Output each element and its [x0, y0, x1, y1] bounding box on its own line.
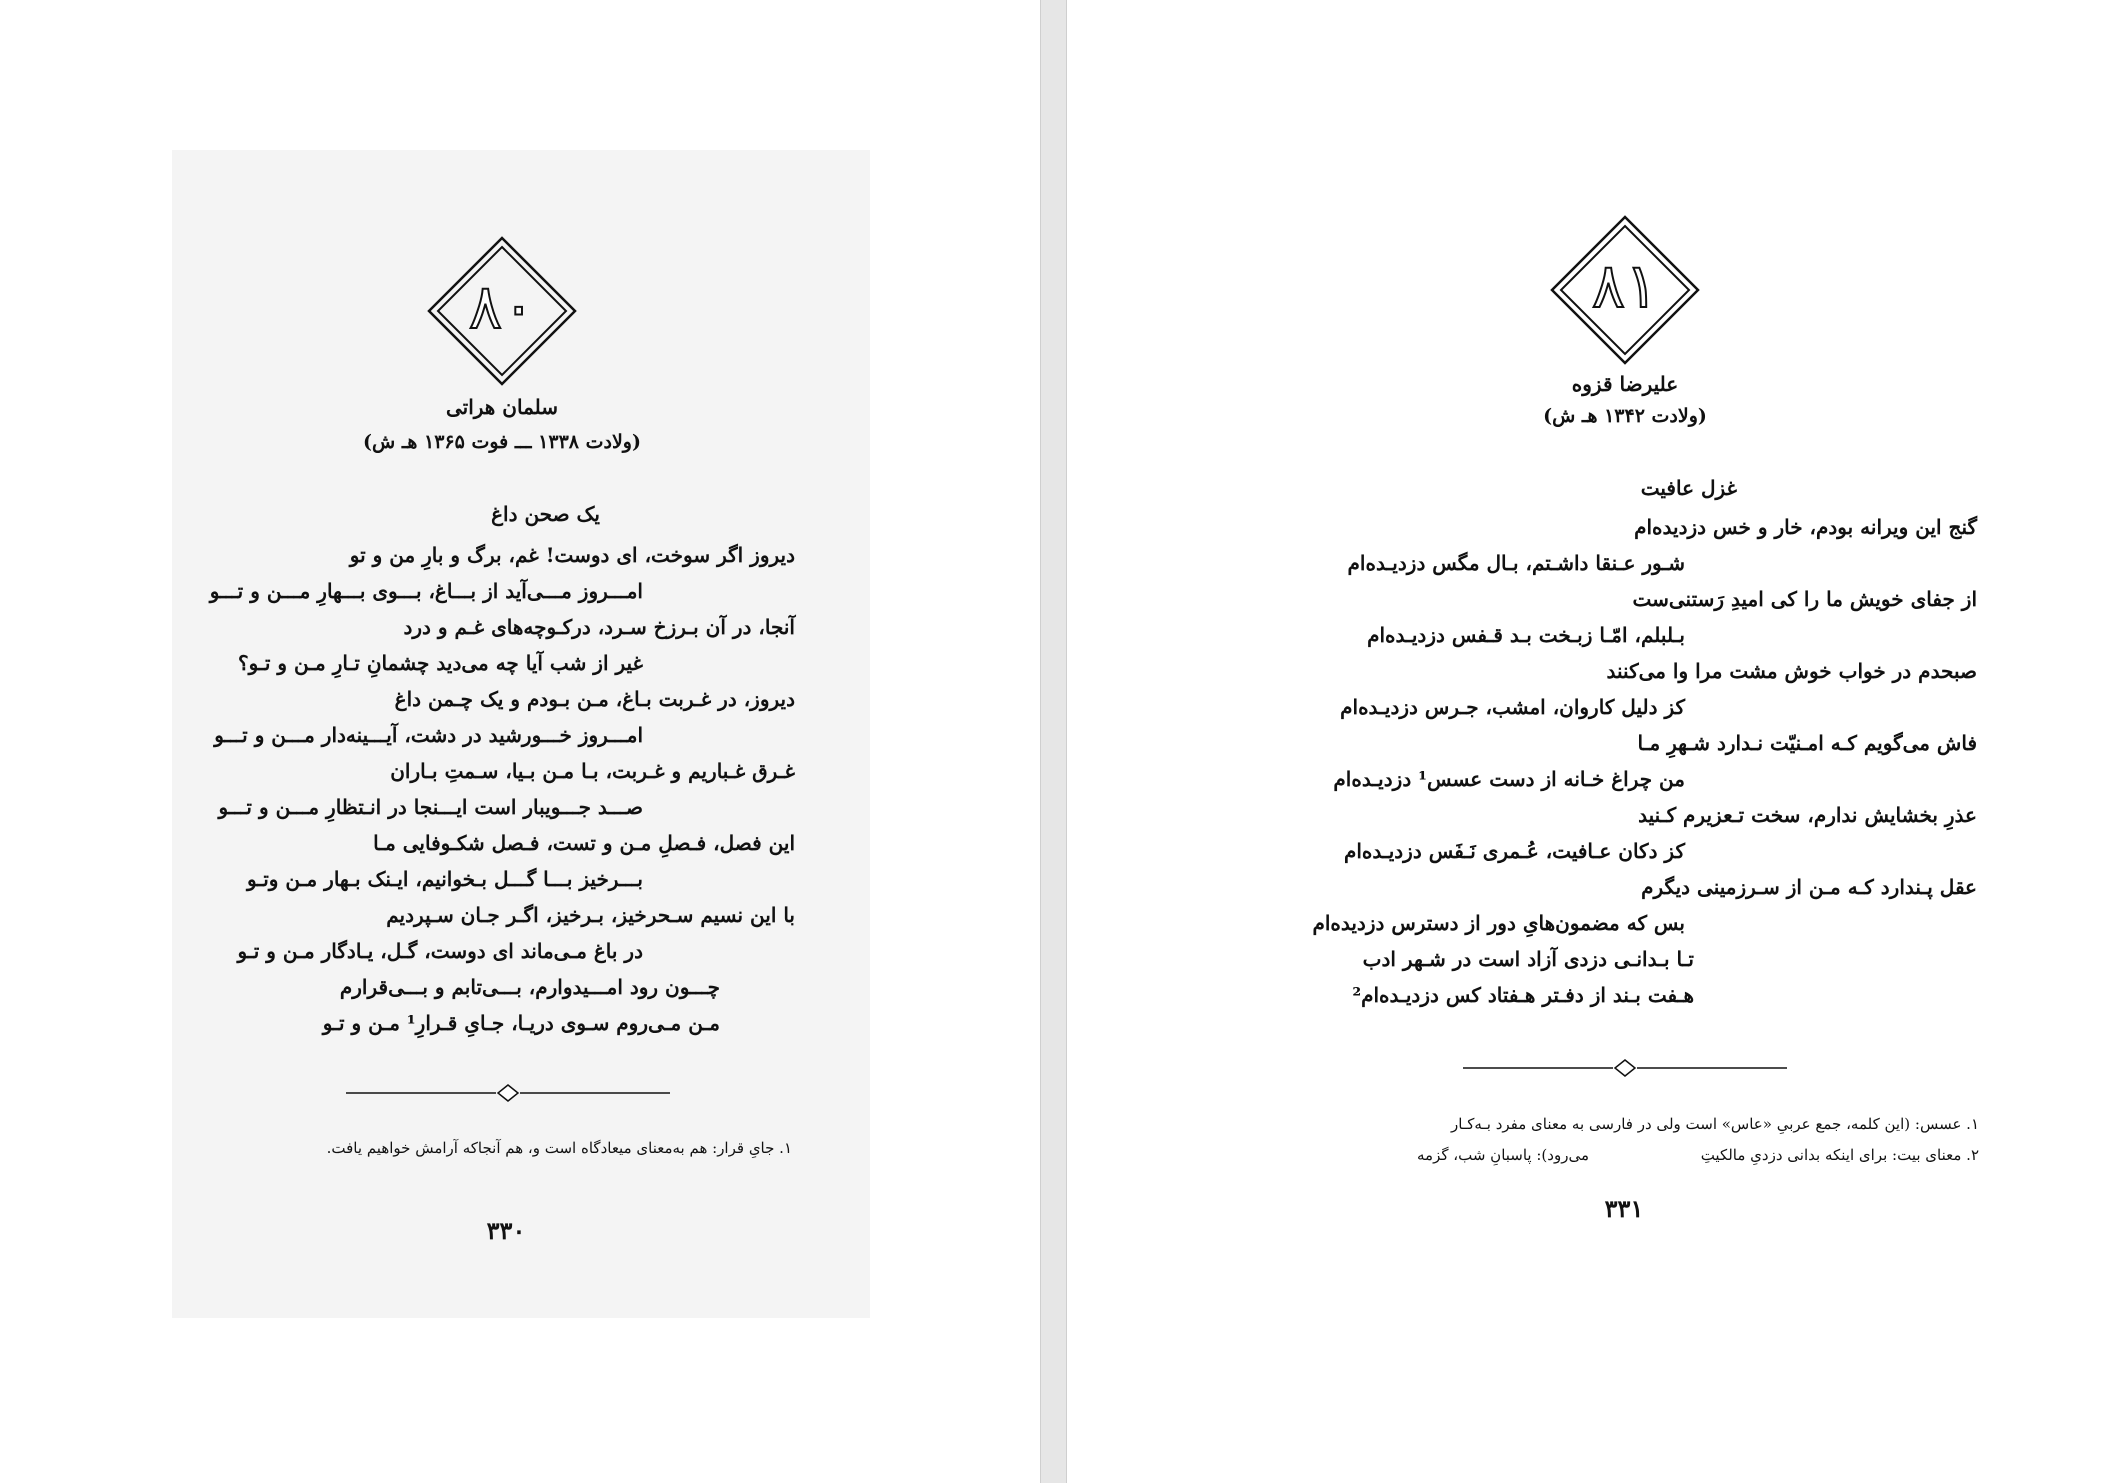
footnote-2: ۲. معنای بیت: برای اینکه بدانی دزدیِ مالکیتِ: [1700, 1146, 1979, 1164]
verse-line: بس که مضمون‌هایِ دور از دسترس دزدیده‌ام: [1312, 911, 1685, 935]
page-number: ۳۳۰: [486, 1216, 526, 1245]
verse-line: آنجا، در آن بـرزخ سـرد، درکـوچه‌های غـم و درد: [403, 615, 795, 639]
verse-line: عذرِ بخشایش ندارم، سخت تـعزیرم کـنید: [1638, 803, 1977, 827]
poem-title: یک صحن داغ: [491, 502, 600, 526]
footnote: ۱. جایِ قرار: هم به‌معنای میعادگاه است و، هم آنجاکه آرامش خواهیم یافت.: [326, 1139, 792, 1157]
diamond-separator-icon: [346, 1083, 670, 1103]
verse-line: در باغ مـی‌ماند ای دوست، گـل، یـادگار مـن و تـو: [237, 939, 643, 963]
verse-line: امـــروز خـــورشید در دشت، آیـــینه‌دار مـــن و تـــو: [214, 723, 643, 747]
verse-line: فاش می‌گویم کـه امـنیّت نـدارد شـهرِ مـا: [1637, 731, 1977, 755]
verse-line: دیروز اگر سوخت، ای دوست! غم، برگ و بارِ من و تو: [349, 543, 795, 567]
verse-line: این فصل، فـصلِ مـن و تست، فـصل شکـوفایی مـا: [373, 831, 795, 855]
verse-line: با این نسیم سـحرخیز، بـرخیز، اگـر جـان سـپردیم: [386, 903, 795, 927]
poet-dates: (ولادت ۱۳۴۲ هـ ش): [1543, 405, 1707, 427]
verse-line: صـــد جـــویبار است ایـــنجا در انـتظارِ مـــن و تـــو: [218, 795, 643, 819]
verse-line: شـور عـنقا داشـتم، بـال مگس دزدیـده‌ام: [1347, 551, 1685, 575]
verse-line: غـرق غـباریم و غـربت، بـا مـن بـیا، سـمتِ بـاران: [390, 759, 795, 783]
separator-ornament: [346, 1083, 670, 1103]
verse-line: گنج این ویرانه بودم، خار و خس دزدیده‌ام: [1634, 515, 1977, 539]
verse-line: من چراغ خـانه از دست عسس¹ دزدیـده‌ام: [1333, 767, 1685, 791]
verse-line: تـا بـدانـی دزدی آزاد است در شـهر ادب: [1362, 947, 1694, 971]
poem-title: غزل عافیت: [1640, 476, 1737, 500]
verse-line: کز دکان عـافیت، عُـمری نَـفَس دزدیـده‌ام: [1343, 839, 1685, 863]
verse-line: صبحدم در خواب خوش مشت مرا وا می‌کنند: [1606, 659, 1977, 683]
left-page: [0, 0, 1041, 1483]
verse-line: کز دلیل کاروان، امشب، جـرس دزدیـده‌ام: [1340, 695, 1685, 719]
verse-line: هـفت بـند از دفـتر هـفتاد کس دزدیـده‌ام²: [1352, 983, 1694, 1007]
verse-line: از جفای خویش ما را کی امیدِ رَستنی‌ست: [1632, 587, 1977, 611]
verse-line: بـلبلم، امّـا زبـخت بـد قـفس دزدیـده‌ام: [1367, 623, 1685, 647]
verse-line: مـن مـی‌روم سـوی دریـا، جـایِ قـرارِ¹ مـن و تـو: [322, 1011, 720, 1035]
poet-dates: (ولادت ۱۳۳۸ ـــ فوت ۱۳۶۵ هـ ش): [363, 431, 641, 453]
verse-line: بـــرخیز بـــا گـــل بـخوانیم، ایـنک بـهار مـن وتـو: [247, 867, 643, 891]
verse-line: چـــون رود امـــیدوارم، بـــی‌تابم و بـــی‌قرارم: [339, 975, 720, 999]
poet-name: علیرضا قزوه: [1571, 372, 1679, 396]
verse-line: غیر از شب آیا چه می‌دید چشمانِ تـارِ مـن و تـو؟: [238, 651, 643, 675]
page-number: ۳۳۱: [1604, 1194, 1644, 1223]
badge-number: ۸۱: [1591, 249, 1659, 322]
poet-name: سلمان هراتی: [445, 395, 559, 419]
separator-ornament: [1463, 1058, 1787, 1078]
verse-line: عقل پـندارد کـه مـن از سـرزمینی دیگرم: [1641, 875, 1977, 899]
right-page: [1066, 0, 2110, 1483]
diamond-separator-icon: [1463, 1058, 1787, 1078]
footnote-1-continuation: می‌رود): پاسبانِ شب، گزمه: [1417, 1146, 1589, 1164]
footnote-1: ۱. عسس: (این کلمه، جمع عربیِ «عاس» است ولی در فارسی به معنای مفرد بـه‌کـار: [1450, 1115, 1979, 1133]
verse-line: امـــروز مـــی‌آید از بـــاغ، بـــوی بـــهارِ مـــن و تـــو: [209, 579, 643, 603]
badge-number: ۸۰: [468, 270, 536, 343]
verse-line: دیروز، در غـربت بـاغ، مـن بـودم و یک چـمن داغ: [394, 687, 795, 711]
